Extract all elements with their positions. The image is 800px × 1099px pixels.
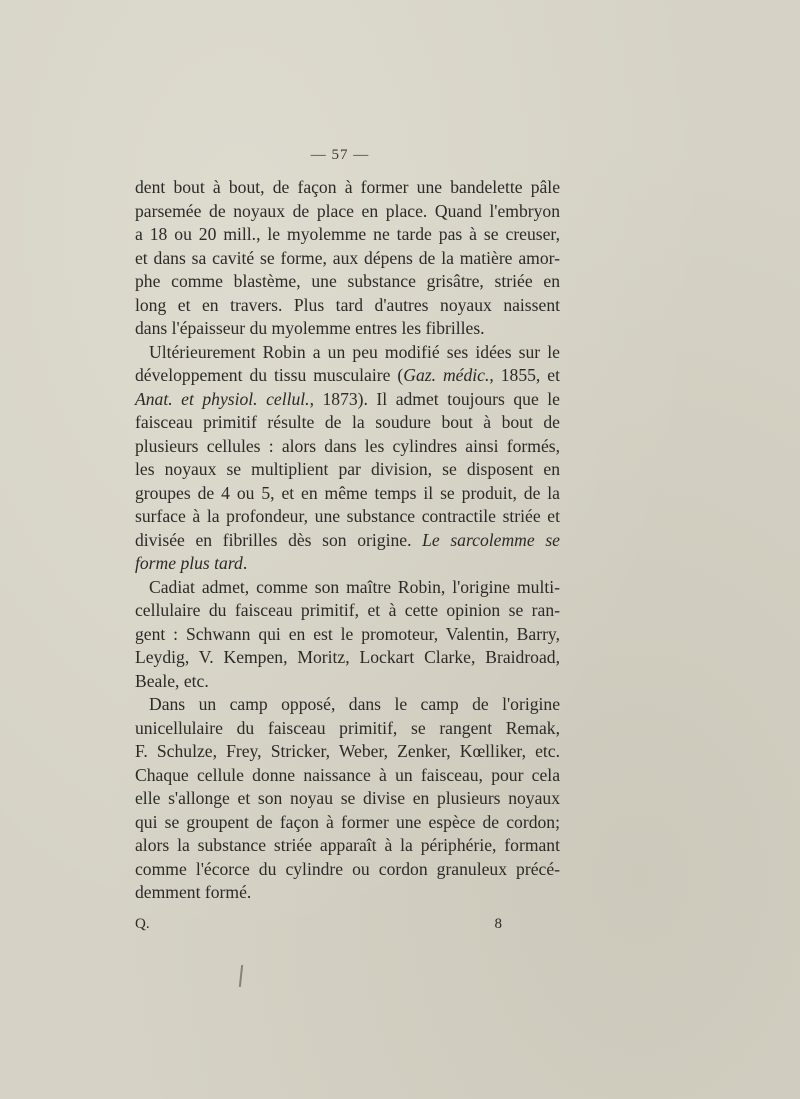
- text-run: développement du tissu musculaire (: [135, 365, 404, 385]
- text-line: a 18 ou 20 mill., le myolemme ne tarde pas à se creuser,: [135, 224, 560, 244]
- text-line: [135, 435, 560, 459]
- text-line: dans l'épaisseur du myolemme entres les fibrilles.: [135, 318, 485, 338]
- text-run: groupes de 4 ou 5, et en même temps il se produit, de la: [135, 482, 560, 503]
- text-line: cellulaire du faisceau primitif, et à cette opinion se ran-: [135, 600, 560, 620]
- text-line: [135, 458, 560, 482]
- text-line: phe comme blastème, une substance grisâtre, striée en: [135, 271, 560, 291]
- text-line: Cadiat admet, comme son maître Robin, l'origine multi-: [149, 576, 560, 597]
- body-text: [135, 176, 560, 905]
- citation-italic: Anat. et physiol. cellul.: [135, 388, 310, 409]
- text-line: [135, 552, 560, 576]
- text-line: [135, 505, 560, 529]
- text-run: plusieurs cellules : alors dans les cylindres ainsi formés,: [135, 435, 560, 456]
- sheet-number: 8: [494, 916, 502, 932]
- text-line: Chaque cellule donne naissance à un faisceau, pour cela: [135, 764, 560, 785]
- text-line: Leydig, V. Kempen, Moritz, Lockart Clarke, Braidroad,: [135, 647, 560, 667]
- ink-mark: [239, 965, 243, 987]
- paragraph-2: [135, 341, 560, 576]
- signature-mark: Q.: [135, 916, 150, 932]
- text-line: alors la substance striée apparaît à la périphérie, formant: [135, 835, 560, 855]
- paragraph-4: [135, 693, 560, 905]
- text-line: parsemée de noyaux de place en place. Quand l'embryon: [135, 200, 560, 221]
- text-line: [135, 411, 560, 435]
- text-line: gent : Schwann qui en est le promoteur, Valentin, Barry,: [135, 623, 560, 644]
- text-line: F. Schulze, Frey, Stricker, Weber, Zenker, Kœlliker, etc.: [135, 741, 560, 761]
- text-line: demment formé.: [135, 882, 252, 902]
- text-line: [135, 388, 560, 412]
- text-line: long et en travers. Plus tard d'autres noyaux naissent: [135, 294, 560, 315]
- text-line: [135, 341, 560, 365]
- text-run: .: [242, 553, 248, 573]
- emphasis-italic: forme plus tard: [135, 553, 243, 573]
- text-line: comme l'écorce du cylindre ou cordon granuleux précé-: [135, 858, 560, 879]
- text-run: les noyaux se multiplient par division, se disposent en: [135, 459, 560, 479]
- page-number: — 57 —: [310, 147, 370, 163]
- citation-italic: Gaz. médic.: [403, 365, 490, 385]
- emphasis-italic: Le sarcolemme se: [422, 529, 560, 550]
- text-line: dent bout à bout, de façon à former une bandelette pâle: [135, 177, 560, 197]
- text-run: , 1855, et: [489, 365, 560, 385]
- text-line: qui se groupent de façon à former une espèce de cordon;: [135, 811, 560, 832]
- text-run: faisceau primitif résulte de la soudure bout à bout de: [135, 412, 560, 432]
- paragraph-1: [135, 176, 560, 341]
- text-line: unicellulaire du faisceau primitif, se rangent Remak,: [135, 717, 560, 738]
- text-line: elle s'allonge et son noyau se divise en plusieurs noyaux: [135, 788, 560, 808]
- paragraph-3: [135, 576, 560, 694]
- text-run: divisée en fibrilles dès son origine.: [135, 529, 423, 550]
- text-line: [135, 364, 560, 388]
- text-run: Ultérieurement Robin a un peu modifié ses idées sur le: [149, 341, 560, 362]
- text-line: Dans un camp opposé, dans le camp de l'origine: [149, 694, 560, 714]
- text-line: Beale, etc.: [135, 670, 209, 691]
- text-line: et dans sa cavité se forme, aux dépens de la matière amor-: [135, 247, 560, 268]
- text-line: [135, 482, 560, 506]
- text-run: surface à la profondeur, une substance contractile striée et: [135, 506, 560, 526]
- text-line: [135, 529, 560, 553]
- text-run: , 1873). Il admet toujours que le: [309, 388, 560, 409]
